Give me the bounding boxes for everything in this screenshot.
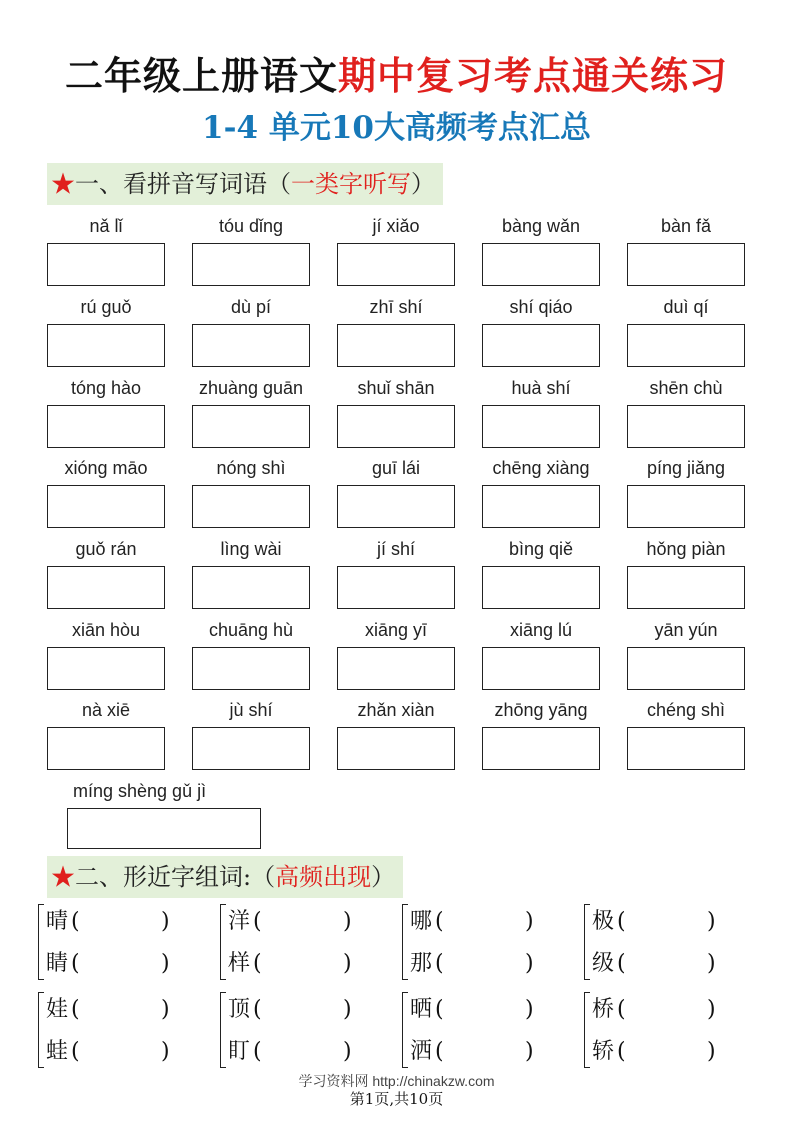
- page-subtitle: 1-4 单元10大高频考点汇总: [202, 110, 591, 146]
- pinyin-label: guī lái: [371, 458, 421, 478]
- section2-heading-accent: 高频出现: [275, 863, 372, 891]
- pinyin-label: nóng shì: [216, 458, 286, 478]
- close-paren: ): [343, 997, 352, 1022]
- pinyin-label: yān yún: [654, 620, 718, 640]
- open-paren: (: [253, 1039, 262, 1064]
- section1-heading-accent: 一类字听写: [291, 170, 411, 198]
- answer-box[interactable]: [627, 647, 745, 690]
- char-row[interactable]: [228, 990, 368, 1030]
- pinyin-label: zhǎn xiàn: [357, 700, 435, 720]
- section1-heading-text: 一、看拼音写词语（: [75, 170, 291, 198]
- answer-box[interactable]: [47, 405, 165, 448]
- close-paren: ): [707, 997, 716, 1022]
- char-row[interactable]: [410, 1032, 550, 1072]
- star-icon: ★: [51, 170, 75, 198]
- pinyin-label: rú guǒ: [80, 297, 132, 317]
- pinyin-label: chéng shì: [646, 700, 726, 720]
- char-label: 级: [592, 951, 615, 976]
- answer-box[interactable]: [47, 485, 165, 528]
- section1-heading-close: ）: [411, 170, 435, 198]
- answer-box[interactable]: [67, 808, 261, 849]
- close-paren: ): [525, 909, 534, 934]
- char-row[interactable]: [46, 1032, 186, 1072]
- char-label: 晒: [410, 997, 433, 1022]
- char-label: 顶: [228, 997, 251, 1022]
- char-label: 轿: [592, 1039, 615, 1064]
- char-row[interactable]: [410, 902, 550, 942]
- open-paren: (: [617, 909, 626, 934]
- char-pair: [584, 990, 734, 1080]
- close-paren: ): [525, 1039, 534, 1064]
- answer-box[interactable]: [192, 405, 310, 448]
- bracket-icon: [220, 904, 226, 980]
- answer-box[interactable]: [627, 405, 745, 448]
- pinyin-label: shuǐ shān: [357, 378, 435, 398]
- char-row[interactable]: [228, 944, 368, 984]
- pinyin-label: chuāng hù: [208, 620, 294, 640]
- pinyin-label: míng shèng gǔ jì: [73, 781, 207, 801]
- answer-box[interactable]: [192, 485, 310, 528]
- pinyin-label: xiāng lú: [509, 620, 573, 640]
- answer-box[interactable]: [482, 566, 600, 609]
- answer-box[interactable]: [337, 324, 455, 367]
- char-pair: [220, 990, 370, 1080]
- char-pair: [402, 990, 552, 1080]
- title-part2: 期中复习考点通关练习: [338, 53, 729, 98]
- open-paren: (: [253, 997, 262, 1022]
- close-paren: ): [343, 1039, 352, 1064]
- char-label: 睛: [46, 951, 69, 976]
- pinyin-label: zhōng yāng: [494, 700, 588, 720]
- close-paren: ): [343, 951, 352, 976]
- close-paren: ): [161, 1039, 170, 1064]
- answer-box[interactable]: [482, 405, 600, 448]
- answer-box[interactable]: [192, 727, 310, 770]
- answer-box[interactable]: [627, 324, 745, 367]
- footer-site: 学习资料网 http://chinakzw.com: [298, 1073, 495, 1089]
- pinyin-label: guǒ rán: [75, 539, 137, 559]
- pinyin-label: xióng māo: [64, 458, 148, 478]
- section2-heading-close: ）: [371, 863, 396, 891]
- pinyin-label: tóu dǐng: [218, 216, 284, 236]
- open-paren: (: [435, 997, 444, 1022]
- char-row[interactable]: [46, 990, 186, 1030]
- answer-box[interactable]: [192, 566, 310, 609]
- answer-box[interactable]: [47, 727, 165, 770]
- pinyin-label: jí shí: [376, 539, 415, 559]
- footer-page: 第1页,共10页: [349, 1090, 444, 1108]
- char-row[interactable]: [592, 902, 732, 942]
- open-paren: (: [435, 909, 444, 934]
- pinyin-label: jù shí: [229, 700, 273, 720]
- answer-box[interactable]: [482, 647, 600, 690]
- answer-box[interactable]: [627, 243, 745, 286]
- pinyin-label: zhī shí: [369, 297, 423, 317]
- close-paren: ): [343, 909, 352, 934]
- open-paren: (: [71, 909, 80, 934]
- pinyin-label: xiāng yī: [364, 620, 428, 640]
- answer-box[interactable]: [337, 243, 455, 286]
- answer-box[interactable]: [47, 647, 165, 690]
- answer-box[interactable]: [482, 324, 600, 367]
- answer-box[interactable]: [482, 485, 600, 528]
- char-row[interactable]: [46, 902, 186, 942]
- section2-heading-text: 二、形近字组词:（: [75, 863, 276, 891]
- close-paren: ): [707, 1039, 716, 1064]
- char-label: 蛙: [46, 1039, 69, 1064]
- char-label: 极: [592, 909, 615, 934]
- page-title: [0, 50, 793, 102]
- bracket-icon: [584, 992, 590, 1068]
- char-pair: [402, 902, 552, 992]
- section1-heading: [47, 163, 443, 205]
- star-icon: ★: [51, 863, 75, 891]
- answer-box[interactable]: [47, 324, 165, 367]
- pinyin-label: jí xiǎo: [372, 216, 420, 236]
- pinyin-label: chēng xiàng: [492, 458, 590, 478]
- pinyin-label: shēn chù: [649, 378, 723, 398]
- char-pair: [220, 902, 370, 992]
- pinyin-label: hǒng piàn: [646, 539, 726, 559]
- char-pair: [38, 902, 188, 992]
- char-label: 样: [228, 951, 251, 976]
- close-paren: ): [525, 997, 534, 1022]
- open-paren: (: [435, 1039, 444, 1064]
- answer-box[interactable]: [337, 727, 455, 770]
- open-paren: (: [617, 951, 626, 976]
- close-paren: ): [707, 909, 716, 934]
- pinyin-label: bàng wǎn: [501, 216, 581, 236]
- char-label: 洒: [410, 1039, 433, 1064]
- bracket-icon: [38, 904, 44, 980]
- close-paren: ): [161, 909, 170, 934]
- char-row[interactable]: [592, 944, 732, 984]
- answer-box[interactable]: [627, 566, 745, 609]
- answer-box[interactable]: [337, 485, 455, 528]
- bracket-icon: [38, 992, 44, 1068]
- open-paren: (: [253, 909, 262, 934]
- pinyin-label: huà shí: [511, 378, 571, 398]
- answer-box[interactable]: [192, 243, 310, 286]
- bracket-icon: [402, 904, 408, 980]
- char-pair: [38, 990, 188, 1080]
- open-paren: (: [71, 997, 80, 1022]
- close-paren: ): [161, 997, 170, 1022]
- close-paren: ): [525, 951, 534, 976]
- section2-heading: [47, 856, 403, 898]
- pinyin-label: dù pí: [230, 297, 272, 317]
- open-paren: (: [71, 1039, 80, 1064]
- close-paren: ): [161, 951, 170, 976]
- open-paren: (: [435, 951, 444, 976]
- char-label: 洋: [228, 909, 251, 934]
- answer-box[interactable]: [47, 243, 165, 286]
- answer-box[interactable]: [627, 727, 745, 770]
- pinyin-label: tóng hào: [70, 378, 142, 398]
- close-paren: ): [707, 951, 716, 976]
- pinyin-label: nǎ lǐ: [89, 216, 123, 236]
- pinyin-label: píng jiǎng: [646, 458, 726, 478]
- title-part1: 二年级上册语文: [64, 53, 338, 98]
- bracket-icon: [584, 904, 590, 980]
- open-paren: (: [617, 997, 626, 1022]
- pinyin-label: nà xiē: [81, 700, 131, 720]
- char-row[interactable]: [228, 902, 368, 942]
- char-row[interactable]: [592, 1032, 732, 1072]
- bracket-icon: [220, 992, 226, 1068]
- pinyin-label: shí qiáo: [509, 297, 573, 317]
- pinyin-label: zhuàng guān: [198, 378, 304, 398]
- answer-box[interactable]: [337, 647, 455, 690]
- pinyin-label: bàn fǎ: [660, 216, 712, 236]
- char-label: 桥: [592, 997, 615, 1022]
- bracket-icon: [402, 992, 408, 1068]
- pinyin-label: duì qí: [663, 297, 709, 317]
- char-label: 那: [410, 951, 433, 976]
- char-row[interactable]: [410, 990, 550, 1030]
- char-label: 晴: [46, 909, 69, 934]
- pinyin-label: xiān hòu: [71, 620, 141, 640]
- answer-box[interactable]: [337, 566, 455, 609]
- char-label: 盯: [228, 1039, 251, 1064]
- open-paren: (: [71, 951, 80, 976]
- pinyin-label: bìng qiě: [508, 539, 574, 559]
- char-label: 哪: [410, 909, 433, 934]
- char-row[interactable]: [410, 944, 550, 984]
- char-label: 娃: [46, 997, 69, 1022]
- answer-box[interactable]: [47, 566, 165, 609]
- open-paren: (: [617, 1039, 626, 1064]
- answer-box[interactable]: [482, 727, 600, 770]
- answer-box[interactable]: [337, 405, 455, 448]
- char-row[interactable]: [592, 990, 732, 1030]
- open-paren: (: [253, 951, 262, 976]
- answer-box[interactable]: [192, 324, 310, 367]
- answer-box[interactable]: [627, 485, 745, 528]
- char-pair: [584, 902, 734, 992]
- char-row[interactable]: [46, 944, 186, 984]
- char-row[interactable]: [228, 1032, 368, 1072]
- answer-box[interactable]: [482, 243, 600, 286]
- answer-box[interactable]: [192, 647, 310, 690]
- pinyin-label: lìng wài: [220, 539, 282, 559]
